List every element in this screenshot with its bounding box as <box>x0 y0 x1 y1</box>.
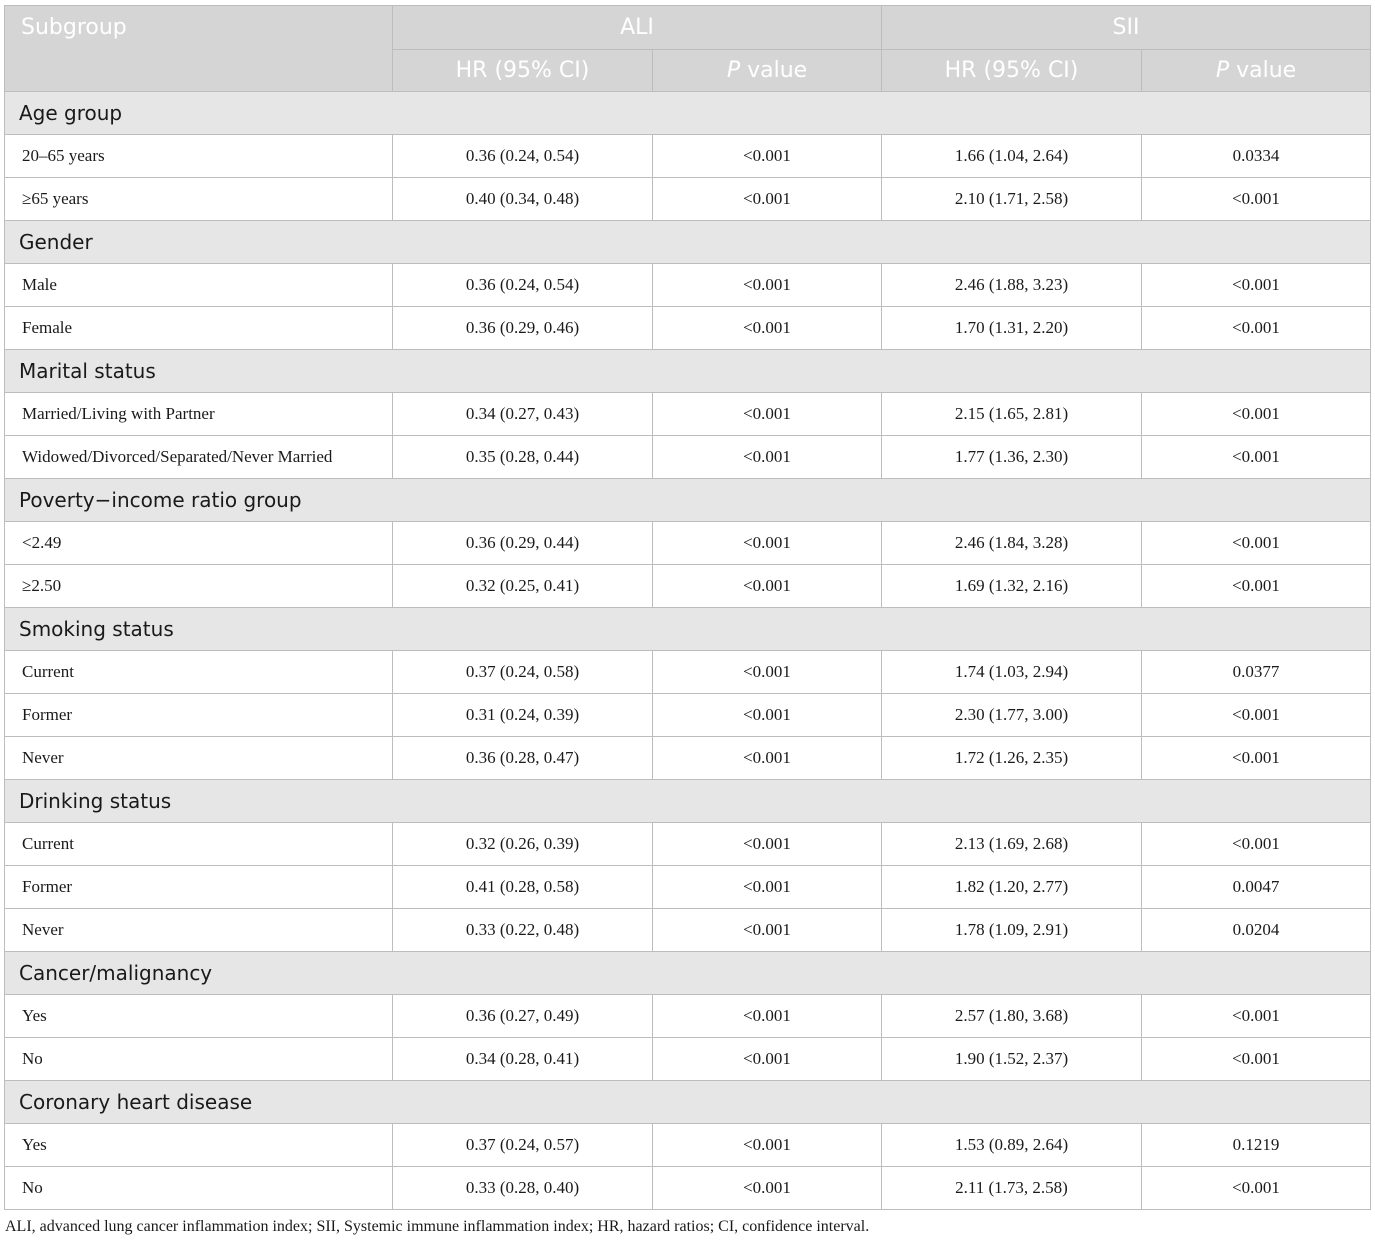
ali-hr-cell: 0.37 (0.24, 0.57) <box>393 1124 653 1167</box>
section-title: Age group <box>5 92 1371 135</box>
section-title: Poverty−income ratio group <box>5 479 1371 522</box>
ali-hr-cell: 0.36 (0.29, 0.46) <box>393 307 653 350</box>
row-label: Male <box>5 264 393 307</box>
row-label: No <box>5 1167 393 1210</box>
section-header-row <box>5 350 1371 393</box>
sii-p-cell: <0.001 <box>1142 1167 1371 1210</box>
sii-p-cell: 0.0204 <box>1142 909 1371 952</box>
sii-p-cell: <0.001 <box>1142 1038 1371 1081</box>
ali-p-cell: <0.001 <box>653 995 882 1038</box>
ali-p-cell: <0.001 <box>653 1124 882 1167</box>
table-row <box>5 909 1371 952</box>
p-italic: P <box>726 58 741 83</box>
p-value-suffix: value <box>740 58 808 83</box>
table-row <box>5 866 1371 909</box>
sii-p-cell: <0.001 <box>1142 737 1371 780</box>
sii-p-cell: <0.001 <box>1142 393 1371 436</box>
sii-hr-cell: 2.30 (1.77, 3.00) <box>882 694 1142 737</box>
ali-p-cell: <0.001 <box>653 135 882 178</box>
section-title: Marital status <box>5 350 1371 393</box>
sii-hr-cell: 1.90 (1.52, 2.37) <box>882 1038 1142 1081</box>
row-label: ≥65 years <box>5 178 393 221</box>
table-row <box>5 651 1371 694</box>
ali-p-cell: <0.001 <box>653 1167 882 1210</box>
row-label: Widowed/Divorced/Separated/Never Married <box>5 436 393 479</box>
table-row <box>5 995 1371 1038</box>
section-header-row <box>5 780 1371 823</box>
sii-group-header: SII <box>882 6 1371 50</box>
table-row <box>5 694 1371 737</box>
table-row <box>5 1124 1371 1167</box>
ali-hr-cell: 0.37 (0.24, 0.58) <box>393 651 653 694</box>
table-footnote: ALI, advanced lung cancer inflammation index; SII, Systemic immune inflammation index; HR, hazard ratios; CI, confidence interval. <box>5 1218 870 1235</box>
ali-hr-cell: 0.36 (0.29, 0.44) <box>393 522 653 565</box>
row-label: 20–65 years <box>5 135 393 178</box>
section-title: Cancer/malignancy <box>5 952 1371 995</box>
sii-hr-cell: 1.66 (1.04, 2.64) <box>882 135 1142 178</box>
sii-hr-header: HR (95% CI) <box>882 50 1142 92</box>
row-label: Female <box>5 307 393 350</box>
ali-hr-header: HR (95% CI) <box>393 50 653 92</box>
ali-p-cell: <0.001 <box>653 823 882 866</box>
ali-p-cell: <0.001 <box>653 307 882 350</box>
sii-hr-cell: 1.74 (1.03, 2.94) <box>882 651 1142 694</box>
table-row <box>5 307 1371 350</box>
sii-hr-cell: 2.46 (1.84, 3.28) <box>882 522 1142 565</box>
section-header-row <box>5 221 1371 264</box>
sii-hr-cell: 1.82 (1.20, 2.77) <box>882 866 1142 909</box>
row-label: <2.49 <box>5 522 393 565</box>
ali-p-cell: <0.001 <box>653 522 882 565</box>
ali-p-cell: <0.001 <box>653 1038 882 1081</box>
row-label: Yes <box>5 995 393 1038</box>
sii-p-header <box>1142 50 1371 92</box>
sii-p-cell: <0.001 <box>1142 823 1371 866</box>
section-title: Drinking status <box>5 780 1371 823</box>
section-header-row <box>5 952 1371 995</box>
ali-p-cell: <0.001 <box>653 264 882 307</box>
table-row <box>5 1167 1371 1210</box>
sii-hr-cell: 1.78 (1.09, 2.91) <box>882 909 1142 952</box>
sii-p-cell: <0.001 <box>1142 694 1371 737</box>
ali-hr-cell: 0.34 (0.27, 0.43) <box>393 393 653 436</box>
sii-hr-cell: 2.10 (1.71, 2.58) <box>882 178 1142 221</box>
table-row <box>5 436 1371 479</box>
section-header-row <box>5 92 1371 135</box>
ali-hr-cell: 0.32 (0.25, 0.41) <box>393 565 653 608</box>
sii-p-cell: <0.001 <box>1142 565 1371 608</box>
table-header <box>5 6 1371 92</box>
row-label: No <box>5 1038 393 1081</box>
ali-p-cell: <0.001 <box>653 866 882 909</box>
ali-group-header: ALI <box>393 6 882 50</box>
ali-p-cell: <0.001 <box>653 565 882 608</box>
ali-hr-cell: 0.35 (0.28, 0.44) <box>393 436 653 479</box>
ali-p-cell: <0.001 <box>653 737 882 780</box>
ali-hr-cell: 0.31 (0.24, 0.39) <box>393 694 653 737</box>
ali-p-cell: <0.001 <box>653 909 882 952</box>
ali-p-cell: <0.001 <box>653 393 882 436</box>
row-label: Never <box>5 909 393 952</box>
p-italic: P <box>1215 58 1230 83</box>
sii-hr-cell: 1.69 (1.32, 2.16) <box>882 565 1142 608</box>
sii-hr-cell: 1.53 (0.89, 2.64) <box>882 1124 1142 1167</box>
sii-hr-cell: 2.57 (1.80, 3.68) <box>882 995 1142 1038</box>
section-title: Coronary heart disease <box>5 1081 1371 1124</box>
table-row <box>5 135 1371 178</box>
sii-hr-cell: 1.72 (1.26, 2.35) <box>882 737 1142 780</box>
sii-p-cell: 0.0334 <box>1142 135 1371 178</box>
section-header-row <box>5 1081 1371 1124</box>
sii-hr-cell: 2.46 (1.88, 3.23) <box>882 264 1142 307</box>
table-row <box>5 1038 1371 1081</box>
ali-p-cell: <0.001 <box>653 651 882 694</box>
row-label: Former <box>5 694 393 737</box>
section-header-row <box>5 608 1371 651</box>
ali-hr-cell: 0.40 (0.34, 0.48) <box>393 178 653 221</box>
row-label: ≥2.50 <box>5 565 393 608</box>
table-row <box>5 823 1371 866</box>
subgroup-header: Subgroup <box>5 6 393 92</box>
sii-p-cell: <0.001 <box>1142 995 1371 1038</box>
sii-p-cell: <0.001 <box>1142 436 1371 479</box>
sii-p-cell: <0.001 <box>1142 522 1371 565</box>
row-label: Yes <box>5 1124 393 1167</box>
sii-p-cell: 0.1219 <box>1142 1124 1371 1167</box>
table-body <box>5 92 1371 1210</box>
table-row <box>5 737 1371 780</box>
sii-hr-cell: 2.11 (1.73, 2.58) <box>882 1167 1142 1210</box>
ali-p-header <box>653 50 882 92</box>
ali-p-cell: <0.001 <box>653 694 882 737</box>
sii-p-cell: <0.001 <box>1142 178 1371 221</box>
sii-hr-cell: 2.13 (1.69, 2.68) <box>882 823 1142 866</box>
table-row <box>5 178 1371 221</box>
ali-hr-cell: 0.33 (0.28, 0.40) <box>393 1167 653 1210</box>
ali-hr-cell: 0.36 (0.28, 0.47) <box>393 737 653 780</box>
section-title: Smoking status <box>5 608 1371 651</box>
row-label: Current <box>5 651 393 694</box>
sii-p-cell: 0.0377 <box>1142 651 1371 694</box>
table-row <box>5 522 1371 565</box>
ali-hr-cell: 0.32 (0.26, 0.39) <box>393 823 653 866</box>
table-row <box>5 264 1371 307</box>
sii-hr-cell: 2.15 (1.65, 2.81) <box>882 393 1142 436</box>
ali-p-cell: <0.001 <box>653 436 882 479</box>
row-label: Married/Living with Partner <box>5 393 393 436</box>
p-value-suffix: value <box>1229 58 1297 83</box>
section-header-row <box>5 479 1371 522</box>
sii-p-cell: <0.001 <box>1142 307 1371 350</box>
sii-p-cell: <0.001 <box>1142 264 1371 307</box>
ali-hr-cell: 0.33 (0.22, 0.48) <box>393 909 653 952</box>
ali-hr-cell: 0.36 (0.24, 0.54) <box>393 264 653 307</box>
subgroup-hazard-table <box>4 5 1371 1210</box>
ali-hr-cell: 0.34 (0.28, 0.41) <box>393 1038 653 1081</box>
row-label: Current <box>5 823 393 866</box>
row-label: Former <box>5 866 393 909</box>
sii-p-cell: 0.0047 <box>1142 866 1371 909</box>
ali-hr-cell: 0.36 (0.27, 0.49) <box>393 995 653 1038</box>
sii-hr-cell: 1.77 (1.36, 2.30) <box>882 436 1142 479</box>
ali-hr-cell: 0.41 (0.28, 0.58) <box>393 866 653 909</box>
row-label: Never <box>5 737 393 780</box>
section-title: Gender <box>5 221 1371 264</box>
table-row <box>5 565 1371 608</box>
table-row <box>5 393 1371 436</box>
ali-hr-cell: 0.36 (0.24, 0.54) <box>393 135 653 178</box>
sii-hr-cell: 1.70 (1.31, 2.20) <box>882 307 1142 350</box>
ali-p-cell: <0.001 <box>653 178 882 221</box>
